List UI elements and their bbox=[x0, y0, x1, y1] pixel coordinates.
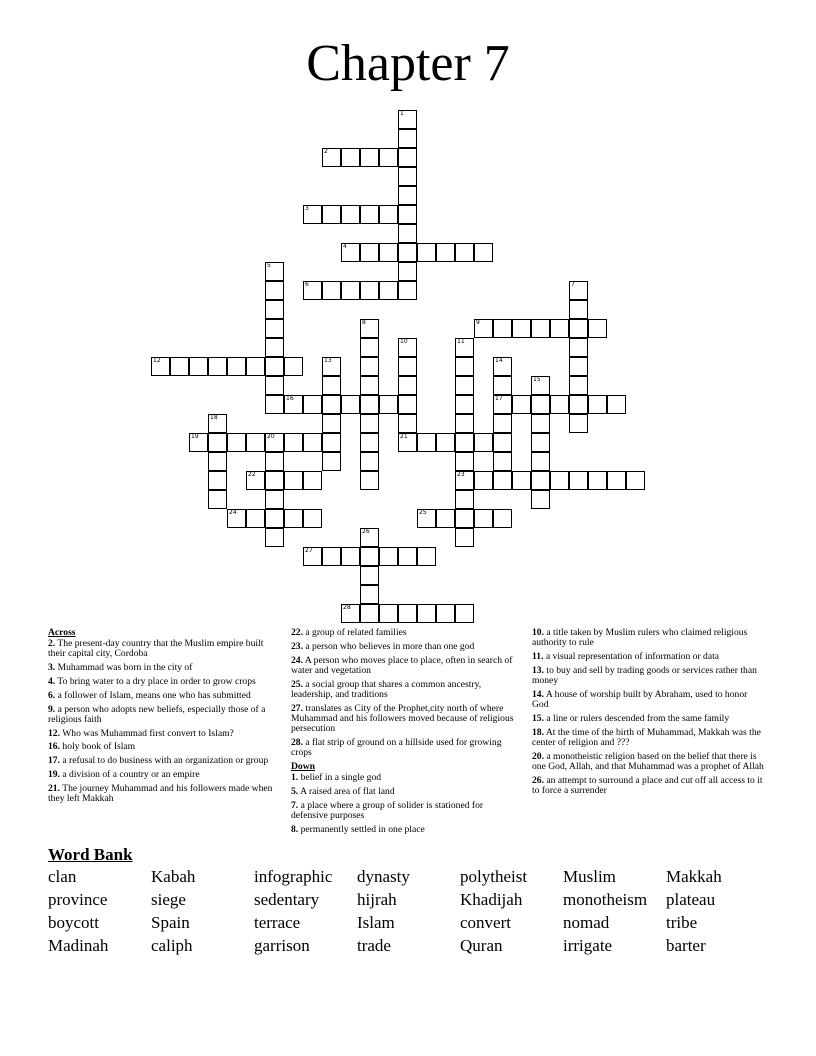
grid-cell[interactable] bbox=[474, 471, 493, 490]
grid-cell[interactable] bbox=[379, 604, 398, 623]
grid-cell[interactable] bbox=[493, 433, 512, 452]
grid-cell[interactable] bbox=[493, 395, 512, 414]
grid-cell[interactable] bbox=[208, 471, 227, 490]
grid-cell[interactable] bbox=[455, 528, 474, 547]
grid-cell[interactable] bbox=[398, 148, 417, 167]
grid-cell[interactable] bbox=[417, 509, 436, 528]
clue: 25. a social group that shares a common ancestry, leadership, and traditions bbox=[291, 678, 482, 700]
grid-cell[interactable] bbox=[360, 243, 379, 262]
cell-number: 4 bbox=[343, 243, 347, 250]
grid-cell[interactable] bbox=[398, 167, 417, 186]
grid-cell[interactable] bbox=[531, 471, 550, 490]
clue: 10. a title taken by Muslim rulers who claimed religious authority to rule bbox=[532, 627, 748, 649]
clue: 7. a place where a group of solider is stationed for defensive purposes bbox=[291, 799, 484, 821]
grid-cell[interactable] bbox=[265, 433, 284, 452]
grid-cell[interactable] bbox=[398, 376, 417, 395]
grid-cell[interactable] bbox=[303, 205, 322, 224]
word-bank-word: plateau bbox=[666, 890, 716, 909]
grid-cell[interactable] bbox=[398, 129, 417, 148]
grid-cell[interactable] bbox=[455, 357, 474, 376]
grid-cell[interactable] bbox=[379, 281, 398, 300]
grid-cell[interactable] bbox=[455, 414, 474, 433]
grid-cell[interactable] bbox=[398, 414, 417, 433]
word-bank-word: Islam bbox=[357, 913, 395, 932]
word-bank-word: Khadijah bbox=[460, 890, 523, 909]
cell-number: 27 bbox=[305, 547, 313, 554]
grid-cell[interactable] bbox=[455, 604, 474, 623]
grid-cell[interactable] bbox=[531, 433, 550, 452]
grid-cell[interactable] bbox=[341, 604, 360, 623]
page-title: Chapter 7 bbox=[306, 35, 510, 92]
grid-cell[interactable] bbox=[569, 376, 588, 395]
clue: 2. The present-day country that the Muslim empire built their capital city, Cordoba bbox=[48, 638, 264, 660]
grid-cell[interactable] bbox=[265, 357, 284, 376]
clue: 11. a visual representation of information or data bbox=[532, 651, 720, 662]
clue: 14. A house of worship built by Abraham, used to honor God bbox=[532, 688, 748, 710]
grid-cell[interactable] bbox=[265, 300, 284, 319]
word-bank-word: Madinah bbox=[48, 936, 109, 955]
grid-cell[interactable] bbox=[550, 395, 569, 414]
word-bank-word: boycott bbox=[48, 913, 99, 932]
grid-cell[interactable] bbox=[512, 471, 531, 490]
grid-cell[interactable] bbox=[341, 205, 360, 224]
across-clue-list bbox=[48, 639, 273, 804]
grid-cell[interactable] bbox=[322, 547, 341, 566]
cell-number: 10 bbox=[400, 338, 408, 345]
grid-cell[interactable] bbox=[493, 471, 512, 490]
grid-cell[interactable] bbox=[531, 395, 550, 414]
grid-cell[interactable] bbox=[360, 357, 379, 376]
grid-cell[interactable] bbox=[569, 357, 588, 376]
grid-cell[interactable] bbox=[360, 205, 379, 224]
word-bank-word: province bbox=[48, 890, 108, 909]
grid-cell[interactable] bbox=[417, 433, 436, 452]
grid-cell[interactable] bbox=[265, 471, 284, 490]
across-heading: Across bbox=[48, 627, 76, 638]
cell-number: 17 bbox=[495, 395, 503, 402]
grid-cell[interactable] bbox=[493, 319, 512, 338]
grid-cell[interactable] bbox=[417, 604, 436, 623]
grid-cell[interactable] bbox=[246, 509, 265, 528]
cell-number: 13 bbox=[324, 357, 332, 364]
grid-cell[interactable] bbox=[265, 376, 284, 395]
clue: 28. a flat strip of ground on a hillside used for growing crops bbox=[291, 736, 502, 758]
word-bank-word: garrison bbox=[254, 936, 310, 955]
word-bank-word: dynasty bbox=[357, 867, 410, 886]
word-bank-word: Quran bbox=[460, 936, 503, 955]
grid-cell[interactable] bbox=[265, 281, 284, 300]
cell-number: 21 bbox=[400, 433, 408, 440]
grid-cell[interactable] bbox=[341, 281, 360, 300]
word-bank-word: nomad bbox=[563, 913, 610, 932]
grid-cell[interactable] bbox=[493, 452, 512, 471]
word-bank-word: trade bbox=[357, 936, 391, 955]
grid-cell[interactable] bbox=[398, 547, 417, 566]
clue: 24. A person who moves place to place, often in search of water and vegetation bbox=[291, 654, 513, 676]
grid-cell[interactable] bbox=[455, 452, 474, 471]
grid-cell[interactable] bbox=[569, 281, 588, 300]
grid-cell[interactable] bbox=[398, 338, 417, 357]
grid-cell[interactable] bbox=[360, 395, 379, 414]
grid-cell[interactable] bbox=[341, 148, 360, 167]
grid-cell[interactable] bbox=[360, 547, 379, 566]
grid-cell[interactable] bbox=[436, 604, 455, 623]
clue: 27. translates as City of the Prophet,city north of where Muhammad and his followers moved because of religious persecution bbox=[291, 702, 514, 734]
clue: 18. At the time of the birth of Muhammad, Makkah was the center of religion and ??? bbox=[532, 726, 761, 748]
cell-number: 14 bbox=[495, 357, 503, 364]
grid-cell[interactable] bbox=[360, 319, 379, 338]
grid-cell[interactable] bbox=[322, 376, 341, 395]
grid-cell[interactable] bbox=[208, 357, 227, 376]
cell-number: 22 bbox=[248, 471, 256, 478]
grid-cell[interactable] bbox=[531, 490, 550, 509]
grid-cell[interactable] bbox=[417, 547, 436, 566]
clue: 5. A raised area of flat land bbox=[291, 785, 395, 797]
grid-cell[interactable] bbox=[569, 338, 588, 357]
grid-cell[interactable] bbox=[284, 357, 303, 376]
grid-cell[interactable] bbox=[170, 357, 189, 376]
grid-cell[interactable] bbox=[569, 414, 588, 433]
grid-cell[interactable] bbox=[360, 376, 379, 395]
grid-cell[interactable] bbox=[284, 395, 303, 414]
grid-cell[interactable] bbox=[588, 395, 607, 414]
grid-cell[interactable] bbox=[189, 357, 208, 376]
grid-cell[interactable] bbox=[265, 338, 284, 357]
grid-cell[interactable] bbox=[322, 452, 341, 471]
grid-cell[interactable] bbox=[379, 547, 398, 566]
grid-cell[interactable] bbox=[265, 452, 284, 471]
word-bank-word: irrigate bbox=[563, 936, 613, 955]
grid-cell[interactable] bbox=[493, 357, 512, 376]
grid-cell[interactable] bbox=[607, 471, 626, 490]
grid-cell[interactable] bbox=[474, 509, 493, 528]
cell-number: 15 bbox=[533, 376, 541, 383]
clue: 15. a line or rulers descended from the same family bbox=[532, 712, 730, 724]
cell-number: 19 bbox=[191, 433, 199, 440]
grid-cell[interactable] bbox=[493, 509, 512, 528]
word-bank-word: polytheist bbox=[460, 867, 528, 886]
grid-cell[interactable] bbox=[227, 509, 246, 528]
word-bank-word: sedentary bbox=[254, 890, 320, 909]
grid-cell[interactable] bbox=[436, 433, 455, 452]
word-bank-word: terrace bbox=[254, 913, 301, 932]
clue: 4. To bring water to a dry place in order to grow crops bbox=[48, 676, 256, 687]
clues-column-2 bbox=[291, 628, 516, 838]
word-bank-word: clan bbox=[48, 867, 77, 886]
grid-cell[interactable] bbox=[322, 357, 341, 376]
grid-cell[interactable] bbox=[455, 433, 474, 452]
grid-cell[interactable] bbox=[398, 433, 417, 452]
across-clue-list-cont bbox=[291, 628, 516, 758]
grid-cell[interactable] bbox=[341, 395, 360, 414]
grid-cell[interactable] bbox=[360, 148, 379, 167]
clues-column-1 bbox=[48, 628, 273, 808]
grid-cell[interactable] bbox=[303, 395, 322, 414]
cell-number: 1 bbox=[400, 110, 404, 117]
grid-cell[interactable] bbox=[322, 433, 341, 452]
down-clue-list bbox=[291, 773, 516, 835]
cell-number: 24 bbox=[229, 509, 237, 516]
grid-cell[interactable] bbox=[398, 186, 417, 205]
cell-number: 25 bbox=[419, 509, 427, 516]
clue: 6. a follower of Islam, means one who has submitted bbox=[48, 689, 251, 701]
grid-cell[interactable] bbox=[398, 110, 417, 129]
grid-cell[interactable] bbox=[265, 509, 284, 528]
grid-cell[interactable] bbox=[417, 243, 436, 262]
grid-cell[interactable] bbox=[493, 376, 512, 395]
grid-cell[interactable] bbox=[398, 243, 417, 262]
grid-cell[interactable] bbox=[455, 471, 474, 490]
grid-cell[interactable] bbox=[322, 148, 341, 167]
grid-cell[interactable] bbox=[303, 281, 322, 300]
grid-cell[interactable] bbox=[436, 243, 455, 262]
grid-cell[interactable] bbox=[360, 338, 379, 357]
grid-cell[interactable] bbox=[360, 528, 379, 547]
clues-column-3 bbox=[532, 628, 764, 800]
grid-cell[interactable] bbox=[398, 262, 417, 281]
grid-cell[interactable] bbox=[322, 395, 341, 414]
grid-cell[interactable] bbox=[284, 433, 303, 452]
grid-cell[interactable] bbox=[151, 357, 170, 376]
grid-cell[interactable] bbox=[474, 433, 493, 452]
grid-cell[interactable] bbox=[455, 395, 474, 414]
grid-cell[interactable] bbox=[360, 414, 379, 433]
grid-cell[interactable] bbox=[493, 414, 512, 433]
cell-number: 6 bbox=[305, 281, 309, 288]
clue: 16. holy book of Islam bbox=[48, 741, 136, 753]
grid-cell[interactable] bbox=[569, 471, 588, 490]
grid-cell[interactable] bbox=[512, 395, 531, 414]
grid-cell[interactable] bbox=[246, 433, 265, 452]
grid-cell[interactable] bbox=[303, 547, 322, 566]
clue: 22. a group of related families bbox=[291, 627, 407, 638]
grid-cell[interactable] bbox=[341, 243, 360, 262]
clue: 21. The journey Muhammad and his followers made when they left Makkah bbox=[48, 782, 273, 804]
cell-number: 23 bbox=[457, 471, 465, 478]
grid-cell[interactable] bbox=[265, 319, 284, 338]
grid-cell[interactable] bbox=[227, 433, 246, 452]
grid-cell[interactable] bbox=[360, 452, 379, 471]
grid-cell[interactable] bbox=[360, 471, 379, 490]
word-bank-word: infographic bbox=[254, 867, 333, 886]
word-bank-word: Muslim bbox=[563, 867, 616, 886]
clue: 17. a refusal to do business with an organization or group bbox=[48, 755, 269, 767]
grid-cell[interactable] bbox=[265, 262, 284, 281]
cell-number: 28 bbox=[343, 604, 351, 611]
cell-number: 26 bbox=[362, 528, 370, 535]
clue: 1. belief in a single god bbox=[291, 772, 382, 783]
cell-number: 8 bbox=[362, 319, 366, 326]
grid-cell[interactable] bbox=[208, 414, 227, 433]
cell-number: 2 bbox=[324, 148, 328, 155]
word-bank-word: Kabah bbox=[151, 867, 196, 886]
cell-number: 16 bbox=[286, 395, 294, 402]
grid-cell[interactable] bbox=[436, 509, 455, 528]
clue: 9. a person who adopts new beliefs, especially those of a religious faith bbox=[48, 703, 266, 725]
down-clue-list-cont bbox=[532, 628, 764, 796]
grid-cell[interactable] bbox=[360, 566, 379, 585]
word-bank-word: caliph bbox=[151, 936, 193, 955]
word-bank-word: Makkah bbox=[666, 867, 722, 886]
grid-cell[interactable] bbox=[455, 376, 474, 395]
grid-cell[interactable] bbox=[322, 281, 341, 300]
grid-cell[interactable] bbox=[360, 585, 379, 604]
grid-cell[interactable] bbox=[360, 281, 379, 300]
grid-cell[interactable] bbox=[208, 490, 227, 509]
grid-cell[interactable] bbox=[265, 395, 284, 414]
grid-cell[interactable] bbox=[398, 224, 417, 243]
clue: 3. Muhammad was born in the city of bbox=[48, 662, 193, 674]
grid-cell[interactable] bbox=[208, 433, 227, 452]
grid-cell[interactable] bbox=[322, 205, 341, 224]
grid-cell[interactable] bbox=[398, 357, 417, 376]
clue: 8. permanently settled in one place bbox=[291, 823, 425, 835]
grid-cell[interactable] bbox=[303, 471, 322, 490]
cell-number: 11 bbox=[457, 338, 465, 345]
grid-cell[interactable] bbox=[246, 471, 265, 490]
grid-cell[interactable] bbox=[227, 357, 246, 376]
word-bank-word: convert bbox=[460, 913, 511, 932]
grid-cell[interactable] bbox=[569, 300, 588, 319]
grid-cell[interactable] bbox=[303, 433, 322, 452]
grid-cell[interactable] bbox=[531, 452, 550, 471]
grid-cell[interactable] bbox=[588, 319, 607, 338]
grid-cell[interactable] bbox=[569, 319, 588, 338]
grid-cell[interactable] bbox=[398, 395, 417, 414]
grid-cell[interactable] bbox=[455, 490, 474, 509]
grid-cell[interactable] bbox=[531, 319, 550, 338]
grid-cell[interactable] bbox=[189, 433, 208, 452]
word-bank-word: monotheism bbox=[563, 890, 648, 909]
grid-cell[interactable] bbox=[284, 509, 303, 528]
grid-cell[interactable] bbox=[512, 319, 531, 338]
grid-cell[interactable] bbox=[303, 509, 322, 528]
cell-number: 18 bbox=[210, 414, 218, 421]
grid-cell[interactable] bbox=[379, 395, 398, 414]
grid-cell[interactable] bbox=[360, 433, 379, 452]
grid-cell[interactable] bbox=[379, 205, 398, 224]
grid-cell[interactable] bbox=[588, 471, 607, 490]
grid-cell[interactable] bbox=[398, 205, 417, 224]
clue: 26. an attempt to surround a place and cut off all access to it to force a surrender bbox=[532, 774, 763, 796]
clue: 23. a person who believes in more than one god bbox=[291, 640, 475, 652]
grid-cell[interactable] bbox=[455, 509, 474, 528]
grid-cell[interactable] bbox=[208, 452, 227, 471]
word-bank-word: hijrah bbox=[357, 890, 397, 909]
clue: 13. to buy and sell by trading goods or services rather than money bbox=[532, 664, 757, 686]
grid-cell[interactable] bbox=[265, 490, 284, 509]
grid-cell[interactable] bbox=[455, 338, 474, 357]
cell-number: 5 bbox=[267, 262, 271, 269]
grid-cell[interactable] bbox=[531, 414, 550, 433]
grid-cell[interactable] bbox=[379, 243, 398, 262]
grid-cell[interactable] bbox=[550, 471, 569, 490]
grid-cell[interactable] bbox=[246, 357, 265, 376]
grid-cell[interactable] bbox=[398, 281, 417, 300]
word-bank-word: siege bbox=[151, 890, 186, 909]
grid-cell[interactable] bbox=[626, 471, 645, 490]
cell-number: 9 bbox=[476, 319, 480, 326]
clue: 19. a division of a country or an empire bbox=[48, 768, 200, 780]
grid-cell[interactable] bbox=[379, 148, 398, 167]
cell-number: 3 bbox=[305, 205, 309, 212]
cell-number: 7 bbox=[571, 281, 575, 288]
cell-number: 20 bbox=[267, 433, 275, 440]
grid-cell[interactable] bbox=[474, 319, 493, 338]
grid-cell[interactable] bbox=[474, 243, 493, 262]
grid-cell[interactable] bbox=[550, 319, 569, 338]
grid-cell[interactable] bbox=[265, 528, 284, 547]
clue: 12. Who was Muhammad first convert to Islam? bbox=[48, 727, 234, 739]
grid-cell[interactable] bbox=[341, 547, 360, 566]
word-bank-word: Spain bbox=[151, 913, 190, 932]
word-bank-title: Word Bank bbox=[48, 845, 133, 864]
cell-number: 12 bbox=[153, 357, 161, 364]
down-heading: Down bbox=[291, 760, 315, 772]
grid-cell[interactable] bbox=[284, 471, 303, 490]
grid-cell[interactable] bbox=[607, 395, 626, 414]
grid-cell[interactable] bbox=[455, 243, 474, 262]
grid-cell[interactable] bbox=[531, 376, 550, 395]
grid-cell[interactable] bbox=[398, 604, 417, 623]
word-bank-word: tribe bbox=[666, 913, 698, 932]
grid-cell[interactable] bbox=[360, 604, 379, 623]
grid-cell[interactable] bbox=[322, 414, 341, 433]
clue: 20. a monotheistic religion based on the belief that there is one God, Allah, and that Muhammad was a prophet of Allah bbox=[532, 750, 764, 772]
grid-cell[interactable] bbox=[569, 395, 588, 414]
word-bank-word: barter bbox=[666, 936, 706, 955]
